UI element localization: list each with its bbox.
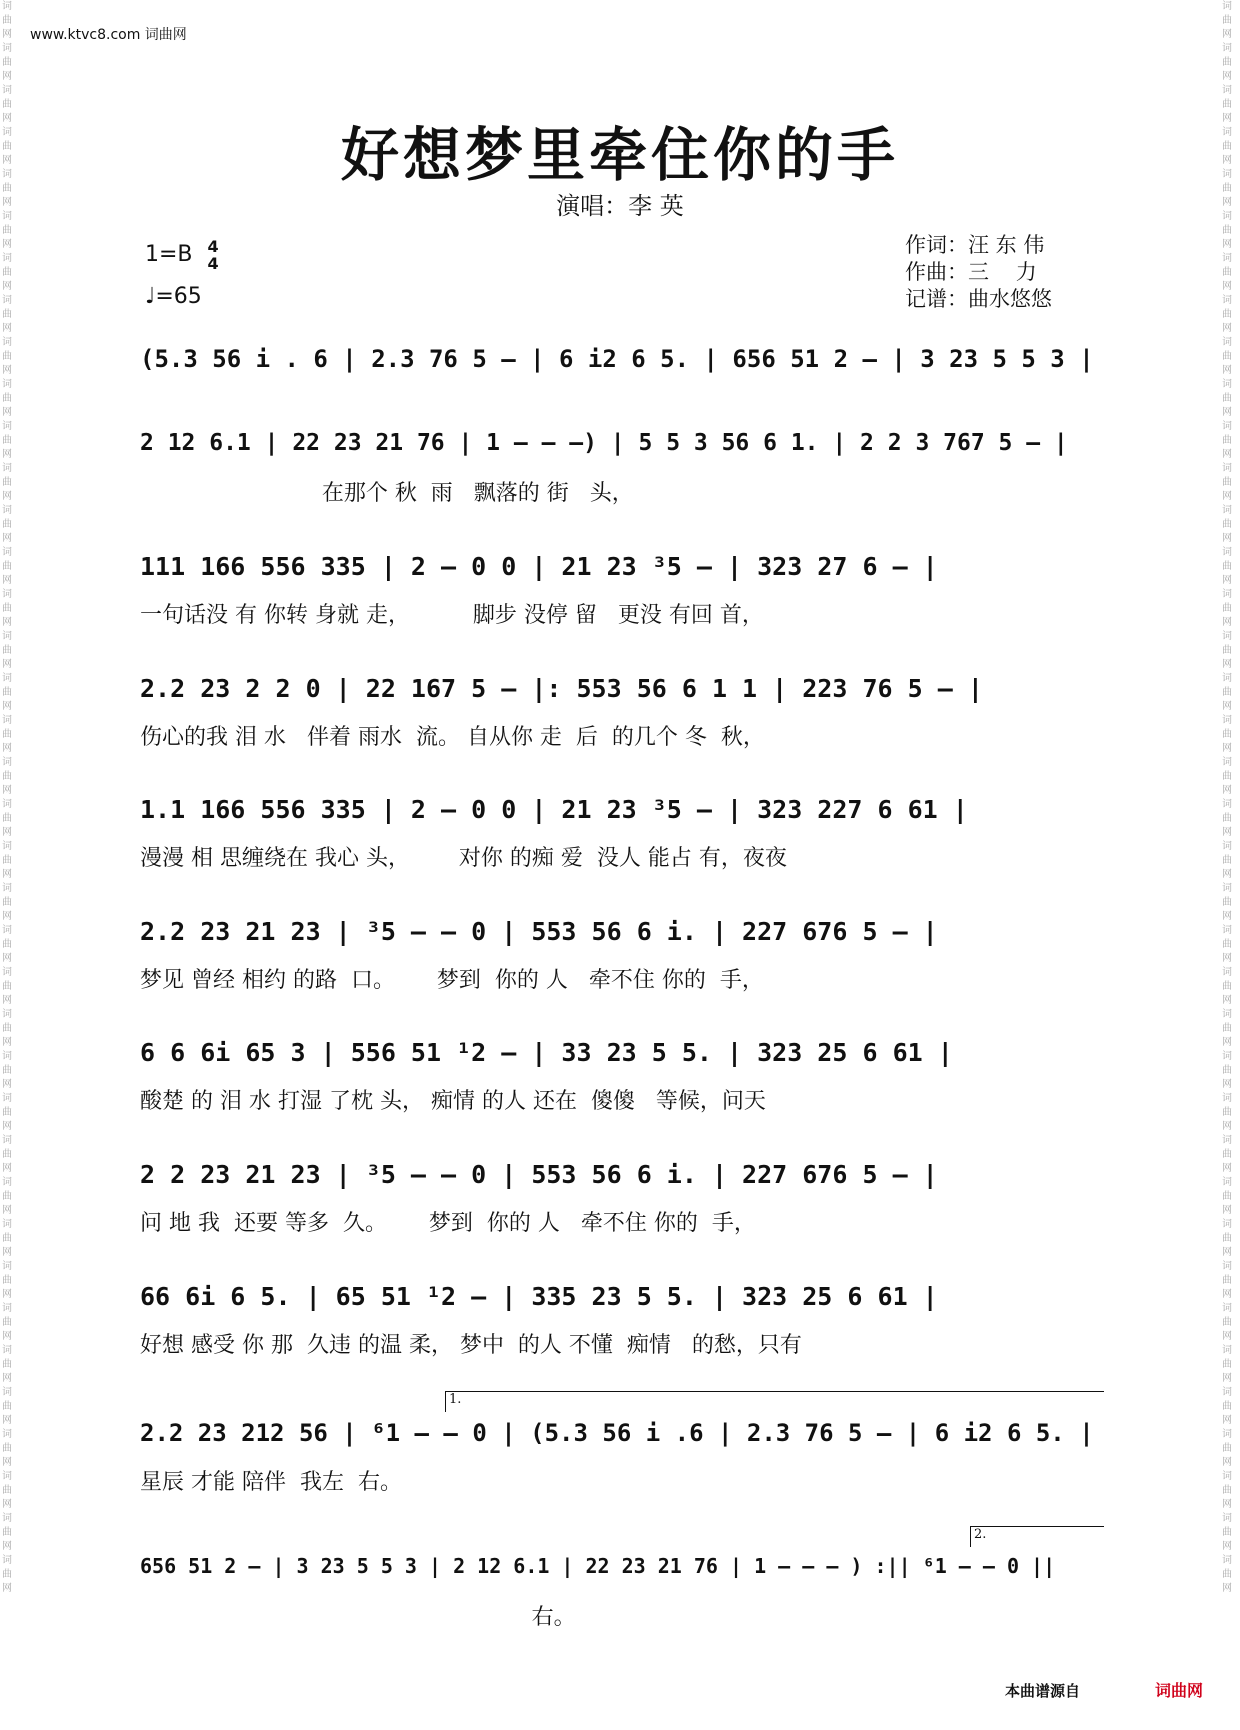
credits-block bbox=[905, 232, 1052, 313]
source-note: 本曲谱源自 bbox=[1005, 1682, 1081, 1700]
song-title: 好想梦里牵住你的手 bbox=[340, 121, 899, 189]
time-signature bbox=[208, 238, 219, 272]
notation-line: 2 2 23 21 23 | ³5 – – 0 | 553 56 6 i. | 227 676 5 – | bbox=[140, 1160, 938, 1189]
notation-line: 2.2 23 212 56 | ⁶1 – – 0 | (5.3 56 i .6 | 2.3 76 5 – | 6 i2 6 5. | bbox=[140, 1419, 1094, 1447]
notation-line: 1.1 166 556 335 | 2 – 0 0 | 21 23 ³5 – | 323 227 6 61 | bbox=[140, 795, 968, 824]
lyric-line: 伤心的我 泪 水 伴着 雨水 流。 自从你 走 后 的几个 冬 秋， bbox=[140, 725, 765, 750]
lyric-line: 问 地 我 还要 等多 久。 梦到 你的 人 牵不住 你的 手， bbox=[140, 1211, 756, 1236]
watermark-left: 词曲网词曲网词曲网词曲网词曲网词曲网词曲网词曲网词曲网词曲网词曲网词曲网词曲网词曲网词曲网词曲网词曲网词曲网词曲网词曲网词曲网词曲网词曲网词曲网词曲网词曲网词曲网词曲网词曲网词曲网词曲网词曲网词曲网词曲网词曲网词曲网词曲网词曲网 bbox=[2, 1, 12, 1594]
lyric-line: 好想 感受 你 那 久违 的温 柔， 梦中 的人 不懂 痴情 的愁，只有 bbox=[140, 1333, 802, 1358]
lyric-line: 在那个 秋 雨 飘落的 街 头， bbox=[140, 481, 634, 506]
lyric-line: 梦见 曾经 相约 的路 口。 梦到 你的 人 牵不住 你的 手， bbox=[140, 968, 764, 993]
watermark-right: 词曲网词曲网词曲网词曲网词曲网词曲网词曲网词曲网词曲网词曲网词曲网词曲网词曲网词曲网词曲网词曲网词曲网词曲网词曲网词曲网词曲网词曲网词曲网词曲网词曲网词曲网词曲网词曲网词曲网词曲网词曲网词曲网词曲网词曲网词曲网词曲网词曲网词曲网 bbox=[1222, 1, 1232, 1594]
notation-line: (5.3 56 i . 6 | 2.3 76 5 – | 6 i2 6 5. | 656 51 2 – | 3 23 5 5 3 | bbox=[140, 345, 1094, 373]
key-signature bbox=[145, 238, 219, 272]
tempo-marking: ♩=65 bbox=[145, 284, 202, 309]
site-header: www.ktvc8.com 词曲网 bbox=[30, 27, 187, 43]
notation-line: 66 6i 6 5. | 65 51 ¹2 – | 335 23 5 5. | 323 25 6 61 | bbox=[140, 1282, 938, 1311]
notation-line: 2.2 23 2 2 0 | 22 167 5 – |: 553 56 6 1 1 | 223 76 5 – | bbox=[140, 674, 983, 703]
lyric-line: 漫漫 相 思缠绕在 我心 头， 对你 的痴 爱 没人 能占 有，夜夜 bbox=[140, 846, 787, 871]
volta-bracket: 1. bbox=[445, 1391, 1104, 1412]
singer-line: 演唱：李 英 bbox=[556, 192, 684, 220]
site-logo: 词曲网 bbox=[1155, 1681, 1204, 1700]
lyric-line: 右。 bbox=[140, 1605, 576, 1630]
composer-credit: 作曲：三 力 bbox=[905, 260, 1037, 284]
notation-line: 6 6 6i 65 3 | 556 51 ¹2 – | 33 23 5 5. | 323 25 6 61 | bbox=[140, 1038, 953, 1067]
lyricist-credit: 作词：汪 东 伟 bbox=[905, 233, 1045, 257]
time-bottom: 4 bbox=[207, 254, 219, 273]
notation-line: 2.2 23 21 23 | ³5 – – 0 | 553 56 6 i. | 227 676 5 – | bbox=[140, 917, 938, 946]
transcriber-credit: 记谱：曲水悠悠 bbox=[905, 287, 1052, 311]
notation-line: 656 51 2 – | 3 23 5 5 3 | 2 12 6.1 | 22 23 21 76 | 1 – – – ) :|| ⁶1 – – 0 || bbox=[140, 1554, 1056, 1578]
key-label: 1=B bbox=[145, 242, 193, 267]
notation-line: 2 12 6.1 | 22 23 21 76 | 1 – – –) | 5 5 3 56 6 1. | 2 2 3 767 5 – | bbox=[140, 430, 1068, 456]
notation-line: 111 166 556 335 | 2 – 0 0 | 21 23 ³5 – | 323 27 6 – | bbox=[140, 552, 938, 581]
volta-bracket: 2. bbox=[970, 1526, 1104, 1547]
lyric-line: 一句话没 有 你转 身就 走， 脚步 没停 留 更没 有回 首， bbox=[140, 603, 764, 628]
lyric-line: 酸楚 的 泪 水 打湿 了枕 头， 痴情 的人 还在 傻傻 等候，问天 bbox=[140, 1089, 766, 1114]
time-top: 4 bbox=[207, 237, 219, 256]
lyric-line: 星辰 才能 陪伴 我左 右。 bbox=[140, 1470, 402, 1495]
